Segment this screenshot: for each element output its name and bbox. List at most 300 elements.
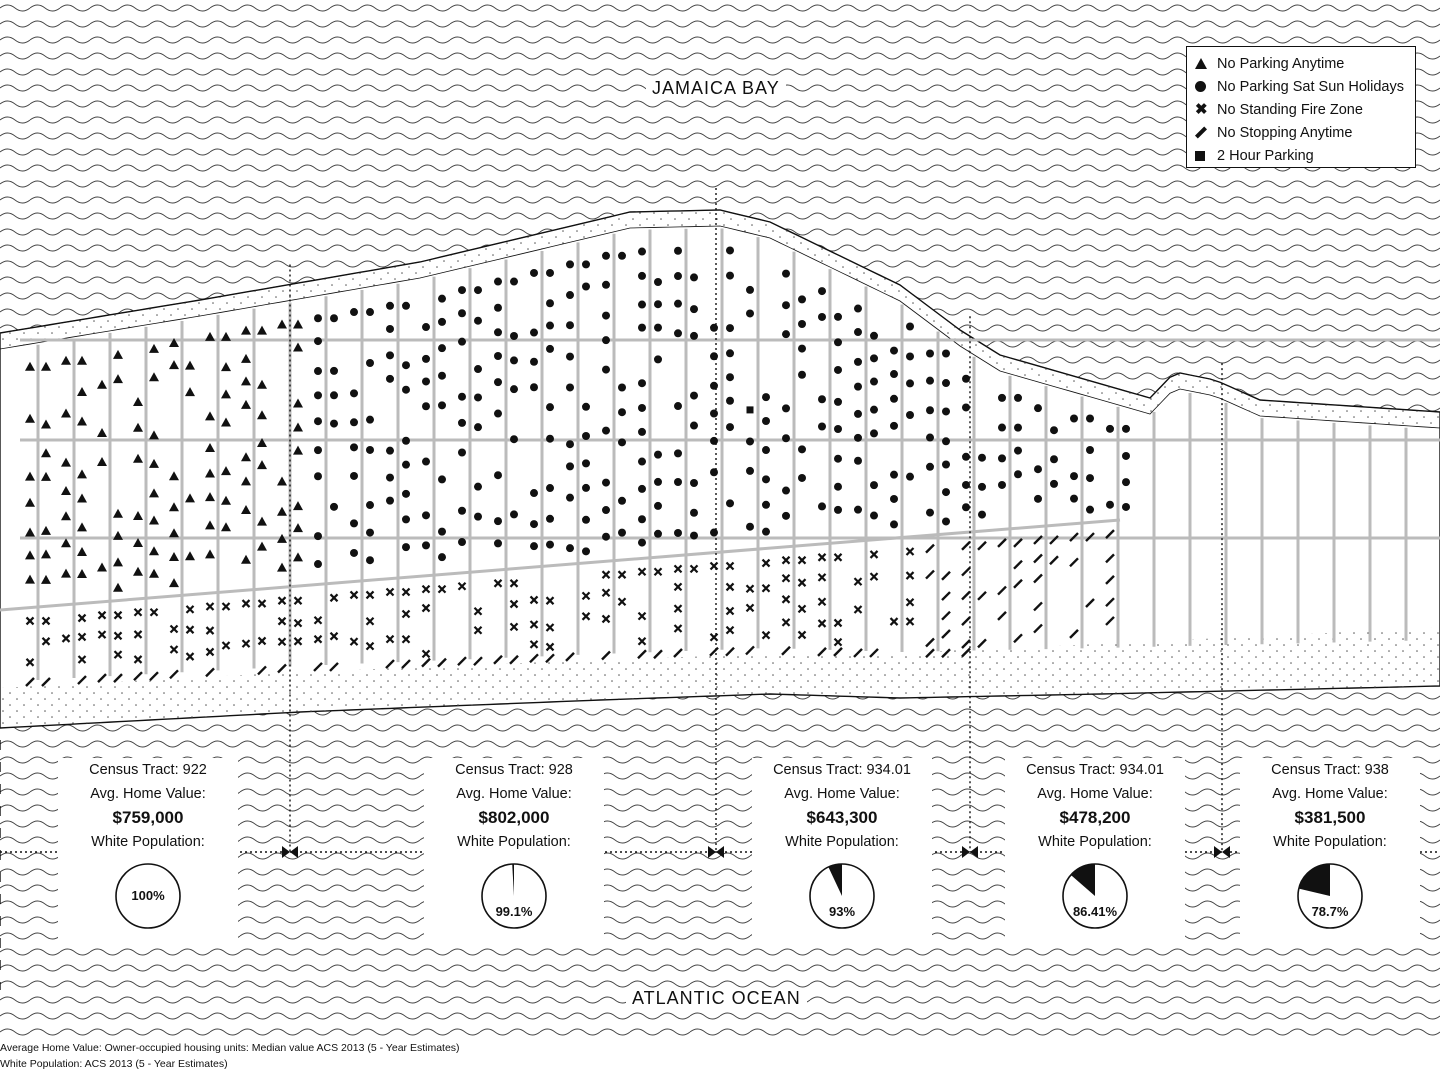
home-value-label: Avg. Home Value: <box>1272 786 1388 802</box>
no-parking-sat-sun-marker <box>1086 474 1094 482</box>
no-parking-sat-sun-marker <box>726 423 734 431</box>
no-parking-sat-sun-marker <box>510 385 518 393</box>
no-parking-sat-sun-marker <box>438 318 446 326</box>
no-parking-sat-sun-marker <box>998 481 1006 489</box>
no-parking-sat-sun-marker <box>314 417 322 425</box>
no-parking-sat-sun-marker <box>402 302 410 310</box>
no-parking-sat-sun-marker <box>330 391 338 399</box>
no-parking-sat-sun-marker <box>746 286 754 294</box>
no-parking-sat-sun-marker <box>926 463 934 471</box>
no-parking-sat-sun-marker <box>422 323 430 331</box>
no-parking-sat-sun-marker <box>962 375 970 383</box>
legend-item-no-parking-anytime <box>1195 52 1407 75</box>
no-parking-sat-sun-marker <box>366 359 374 367</box>
no-parking-sat-sun-marker <box>458 338 466 346</box>
no-parking-sat-sun-marker <box>870 429 878 437</box>
no-parking-sat-sun-marker <box>458 419 466 427</box>
legend-item-no-parking-sat-sun <box>1195 75 1407 98</box>
no-parking-sat-sun-marker <box>710 382 718 390</box>
no-parking-sat-sun-marker <box>782 270 790 278</box>
no-parking-sat-sun-marker <box>890 520 898 528</box>
home-value: $802,000 <box>478 808 550 827</box>
white-population-percent: 78.7% <box>1311 904 1349 919</box>
square-icon <box>1195 151 1205 161</box>
no-parking-sat-sun-marker <box>654 451 662 459</box>
no-parking-sat-sun-marker <box>638 428 646 436</box>
no-parking-sat-sun-marker <box>1050 480 1058 488</box>
no-parking-sat-sun-marker <box>474 317 482 325</box>
no-parking-sat-sun-marker <box>942 461 950 469</box>
no-parking-sat-sun-marker <box>386 351 394 359</box>
no-parking-sat-sun-marker <box>494 378 502 386</box>
no-parking-sat-sun-marker <box>582 459 590 467</box>
no-parking-sat-sun-marker <box>906 473 914 481</box>
footnote-white-population: White Population: ACS 2013 (5 - Year Estimates) <box>0 1058 228 1070</box>
no-parking-sat-sun-marker <box>818 422 826 430</box>
no-parking-sat-sun-marker <box>474 483 482 491</box>
no-parking-sat-sun-marker <box>674 329 682 337</box>
white-population-pie <box>474 856 554 936</box>
no-parking-sat-sun-marker <box>710 437 718 445</box>
no-parking-sat-sun-marker <box>366 529 374 537</box>
no-parking-sat-sun-marker <box>998 394 1006 402</box>
no-parking-sat-sun-marker <box>350 549 358 557</box>
no-parking-sat-sun-marker <box>422 458 430 466</box>
no-parking-sat-sun-marker <box>438 344 446 352</box>
no-parking-sat-sun-marker <box>494 278 502 286</box>
no-parking-sat-sun-marker <box>818 502 826 510</box>
no-parking-sat-sun-marker <box>638 379 646 387</box>
tract-title: Census Tract: 928 <box>455 762 573 778</box>
no-parking-sat-sun-marker <box>962 453 970 461</box>
white-population-percent: 100% <box>131 888 165 903</box>
triangle-icon <box>1195 58 1207 69</box>
no-parking-sat-sun-marker <box>314 391 322 399</box>
no-parking-sat-sun-marker <box>1070 495 1078 503</box>
home-value: $643,300 <box>806 808 878 827</box>
tract-card-934-01-b <box>1005 758 1185 946</box>
no-parking-sat-sun-marker <box>762 417 770 425</box>
white-population-label: White Population: <box>1038 834 1152 850</box>
no-parking-sat-sun-marker <box>1070 415 1078 423</box>
no-parking-sat-sun-marker <box>906 411 914 419</box>
slash-icon <box>1195 126 1207 138</box>
no-parking-sat-sun-marker <box>1122 425 1130 433</box>
no-parking-sat-sun-marker <box>942 379 950 387</box>
no-parking-sat-sun-marker <box>1050 455 1058 463</box>
home-value-label: Avg. Home Value: <box>456 786 572 802</box>
no-parking-sat-sun-marker <box>530 542 538 550</box>
no-parking-sat-sun-marker <box>494 410 502 418</box>
no-parking-sat-sun-marker <box>1034 495 1042 503</box>
no-parking-sat-sun-marker <box>546 322 554 330</box>
no-parking-sat-sun-marker <box>798 320 806 328</box>
no-parking-sat-sun-marker <box>1122 478 1130 486</box>
no-parking-sat-sun-marker <box>762 393 770 401</box>
no-parking-sat-sun-marker <box>1014 447 1022 455</box>
legend-item-2-hour-parking <box>1195 144 1407 167</box>
tract-title: Census Tract: 922 <box>89 762 207 778</box>
no-parking-sat-sun-marker <box>602 252 610 260</box>
no-parking-sat-sun-marker <box>1122 452 1130 460</box>
no-parking-sat-sun-marker <box>638 324 646 332</box>
no-parking-sat-sun-marker <box>510 356 518 364</box>
no-parking-sat-sun-marker <box>710 468 718 476</box>
home-value: $759,000 <box>112 808 184 827</box>
no-parking-sat-sun-marker <box>602 427 610 435</box>
home-value: $478,200 <box>1059 808 1131 827</box>
no-parking-sat-sun-marker <box>618 252 626 260</box>
no-parking-sat-sun-marker <box>710 324 718 332</box>
no-parking-sat-sun-marker <box>618 529 626 537</box>
home-value-label: Avg. Home Value: <box>784 786 900 802</box>
no-parking-sat-sun-marker <box>582 516 590 524</box>
no-parking-sat-sun-marker <box>422 541 430 549</box>
no-parking-sat-sun-marker <box>566 544 574 552</box>
no-parking-sat-sun-marker <box>402 386 410 394</box>
no-parking-sat-sun-marker <box>582 282 590 290</box>
no-parking-sat-sun-marker <box>422 511 430 519</box>
no-parking-sat-sun-marker <box>1014 470 1022 478</box>
no-parking-sat-sun-marker <box>618 438 626 446</box>
no-parking-sat-sun-marker <box>926 406 934 414</box>
no-parking-sat-sun-marker <box>602 281 610 289</box>
no-parking-sat-sun-marker <box>890 347 898 355</box>
no-parking-sat-sun-marker <box>654 278 662 286</box>
no-parking-sat-sun-marker <box>566 321 574 329</box>
no-parking-sat-sun-marker <box>798 371 806 379</box>
no-parking-sat-sun-marker <box>782 330 790 338</box>
no-parking-sat-sun-marker <box>350 418 358 426</box>
no-parking-sat-sun-marker <box>566 383 574 391</box>
no-parking-sat-sun-marker <box>366 308 374 316</box>
no-parking-sat-sun-marker <box>566 462 574 470</box>
no-parking-sat-sun-marker <box>870 512 878 520</box>
no-parking-sat-sun-marker <box>438 553 446 561</box>
no-parking-sat-sun-marker <box>1014 424 1022 432</box>
no-parking-sat-sun-marker <box>654 478 662 486</box>
no-parking-sat-sun-marker <box>438 401 446 409</box>
no-parking-sat-sun-marker <box>582 484 590 492</box>
no-parking-sat-sun-marker <box>602 336 610 344</box>
no-parking-sat-sun-marker <box>386 302 394 310</box>
no-parking-sat-sun-marker <box>510 278 518 286</box>
tract-card-922 <box>58 758 238 946</box>
legend-label: 2 Hour Parking <box>1217 147 1314 164</box>
no-parking-sat-sun-marker <box>926 434 934 442</box>
no-parking-sat-sun-marker <box>314 446 322 454</box>
no-parking-sat-sun-marker <box>690 479 698 487</box>
no-parking-sat-sun-marker <box>458 309 466 317</box>
no-parking-sat-sun-marker <box>834 338 842 346</box>
no-parking-sat-sun-marker <box>474 513 482 521</box>
no-parking-sat-sun-marker <box>834 398 842 406</box>
no-parking-sat-sun-marker <box>746 309 754 317</box>
no-parking-sat-sun-marker <box>890 395 898 403</box>
no-parking-sat-sun-marker <box>906 323 914 331</box>
no-parking-sat-sun-marker <box>782 487 790 495</box>
no-parking-sat-sun-marker <box>366 416 374 424</box>
no-parking-sat-sun-marker <box>314 560 322 568</box>
white-population-label: White Population: <box>91 834 205 850</box>
no-parking-sat-sun-marker <box>638 515 646 523</box>
no-parking-sat-sun-marker <box>494 328 502 336</box>
no-parking-sat-sun-marker <box>530 489 538 497</box>
no-parking-sat-sun-marker <box>726 272 734 280</box>
no-parking-sat-sun-marker <box>690 305 698 313</box>
tract-card-928 <box>424 758 604 946</box>
no-parking-sat-sun-marker <box>710 409 718 417</box>
no-parking-sat-sun-marker <box>350 308 358 316</box>
no-parking-sat-sun-marker <box>798 295 806 303</box>
no-parking-sat-sun-marker <box>854 457 862 465</box>
jamaica-bay-label: JAMAICA BAY <box>646 78 786 99</box>
no-parking-sat-sun-marker <box>386 497 394 505</box>
no-parking-sat-sun-marker <box>602 312 610 320</box>
no-parking-sat-sun-marker <box>782 301 790 309</box>
no-parking-sat-sun-marker <box>818 395 826 403</box>
no-parking-sat-sun-marker <box>890 422 898 430</box>
no-parking-sat-sun-marker <box>1086 446 1094 454</box>
no-parking-sat-sun-marker <box>854 383 862 391</box>
white-population-label: White Population: <box>457 834 571 850</box>
no-parking-sat-sun-marker <box>602 479 610 487</box>
no-parking-sat-sun-marker <box>890 495 898 503</box>
no-parking-sat-sun-marker <box>926 509 934 517</box>
white-population-percent: 99.1% <box>495 904 533 919</box>
no-parking-sat-sun-marker <box>942 407 950 415</box>
no-parking-sat-sun-marker <box>638 539 646 547</box>
tract-card-938 <box>1240 758 1420 946</box>
no-parking-sat-sun-marker <box>1086 506 1094 514</box>
no-parking-sat-sun-marker <box>474 393 482 401</box>
no-parking-sat-sun-marker <box>1050 426 1058 434</box>
no-parking-sat-sun-marker <box>654 324 662 332</box>
no-parking-sat-sun-marker <box>798 445 806 453</box>
no-parking-sat-sun-marker <box>870 378 878 386</box>
no-parking-sat-sun-marker <box>854 358 862 366</box>
no-parking-sat-sun-marker <box>494 304 502 312</box>
no-parking-sat-sun-marker <box>962 503 970 511</box>
no-parking-sat-sun-marker <box>638 272 646 280</box>
no-parking-sat-sun-marker <box>566 291 574 299</box>
no-parking-sat-sun-marker <box>314 472 322 480</box>
no-parking-sat-sun-marker <box>314 314 322 322</box>
no-parking-sat-sun-marker <box>458 393 466 401</box>
no-parking-sat-sun-marker <box>386 474 394 482</box>
no-parking-sat-sun-marker <box>1070 472 1078 480</box>
no-parking-sat-sun-marker <box>726 373 734 381</box>
no-parking-sat-sun-marker <box>438 295 446 303</box>
no-parking-sat-sun-marker <box>546 515 554 523</box>
no-parking-sat-sun-marker <box>710 352 718 360</box>
no-parking-sat-sun-marker <box>978 511 986 519</box>
two-hour-parking-marker <box>747 406 754 413</box>
no-parking-sat-sun-marker <box>798 474 806 482</box>
no-parking-sat-sun-marker <box>798 345 806 353</box>
no-parking-sat-sun-marker <box>834 455 842 463</box>
no-parking-sat-sun-marker <box>474 365 482 373</box>
no-parking-sat-sun-marker <box>366 501 374 509</box>
no-parking-sat-sun-marker <box>330 420 338 428</box>
footnote-home-value: Average Home Value: Owner-occupied housing units: Median value ACS 2013 (5 - Year Estimates) <box>0 1042 460 1054</box>
no-parking-sat-sun-marker <box>314 367 322 375</box>
no-parking-sat-sun-marker <box>690 422 698 430</box>
no-parking-sat-sun-marker <box>782 404 790 412</box>
no-parking-sat-sun-marker <box>762 528 770 536</box>
no-parking-sat-sun-marker <box>546 484 554 492</box>
no-parking-sat-sun-marker <box>510 332 518 340</box>
no-parking-sat-sun-marker <box>834 506 842 514</box>
no-parking-sat-sun-marker <box>566 260 574 268</box>
no-parking-sat-sun-marker <box>618 408 626 416</box>
no-parking-sat-sun-marker <box>438 528 446 536</box>
no-parking-sat-sun-marker <box>422 402 430 410</box>
no-parking-sat-sun-marker <box>854 506 862 514</box>
no-parking-sat-sun-marker <box>494 517 502 525</box>
legend-label: No Parking Sat Sun Holidays <box>1217 78 1404 95</box>
no-parking-sat-sun-marker <box>530 358 538 366</box>
home-value: $381,500 <box>1294 808 1366 827</box>
no-parking-sat-sun-marker <box>654 502 662 510</box>
tract-title: Census Tract: 934.01 <box>773 762 911 778</box>
tract-title: Census Tract: 934.01 <box>1026 762 1164 778</box>
no-parking-sat-sun-marker <box>782 434 790 442</box>
white-population-pie <box>1055 856 1135 936</box>
no-parking-sat-sun-marker <box>330 503 338 511</box>
no-parking-sat-sun-marker <box>998 424 1006 432</box>
no-parking-sat-sun-marker <box>818 287 826 295</box>
no-parking-sat-sun-marker <box>746 437 754 445</box>
no-parking-sat-sun-marker <box>1086 415 1094 423</box>
no-parking-sat-sun-marker <box>438 372 446 380</box>
legend-item-no-stopping-anytime <box>1195 121 1407 144</box>
no-parking-sat-sun-marker <box>1106 501 1114 509</box>
no-parking-sat-sun-marker <box>674 300 682 308</box>
no-parking-sat-sun-marker <box>978 483 986 491</box>
no-parking-sat-sun-marker <box>870 406 878 414</box>
no-parking-sat-sun-marker <box>474 286 482 294</box>
no-parking-sat-sun-marker <box>618 384 626 392</box>
no-parking-sat-sun-marker <box>402 490 410 498</box>
no-parking-sat-sun-marker <box>762 475 770 483</box>
no-parking-sat-sun-marker <box>762 446 770 454</box>
no-parking-sat-sun-marker <box>510 435 518 443</box>
no-parking-sat-sun-marker <box>674 478 682 486</box>
no-parking-sat-sun-marker <box>746 523 754 531</box>
no-parking-sat-sun-marker <box>458 538 466 546</box>
no-parking-sat-sun-marker <box>854 305 862 313</box>
no-parking-sat-sun-marker <box>654 355 662 363</box>
no-parking-sat-sun-marker <box>906 352 914 360</box>
no-parking-sat-sun-marker <box>690 273 698 281</box>
atlantic-ocean-label: ATLANTIC OCEAN <box>626 988 807 1009</box>
no-parking-sat-sun-marker <box>690 532 698 540</box>
no-parking-sat-sun-marker <box>1014 394 1022 402</box>
no-parking-sat-sun-marker <box>494 539 502 547</box>
no-parking-sat-sun-marker <box>494 352 502 360</box>
white-population-label: White Population: <box>1273 834 1387 850</box>
no-parking-sat-sun-marker <box>402 461 410 469</box>
no-parking-sat-sun-marker <box>726 499 734 507</box>
no-parking-sat-sun-marker <box>834 366 842 374</box>
no-parking-sat-sun-marker <box>530 269 538 277</box>
no-parking-sat-sun-marker <box>602 366 610 374</box>
no-parking-sat-sun-marker <box>582 547 590 555</box>
no-parking-sat-sun-marker <box>674 529 682 537</box>
no-parking-sat-sun-marker <box>366 556 374 564</box>
no-parking-sat-sun-marker <box>962 481 970 489</box>
no-parking-sat-sun-marker <box>746 467 754 475</box>
no-parking-sat-sun-marker <box>350 519 358 527</box>
no-parking-sat-sun-marker <box>674 449 682 457</box>
no-parking-sat-sun-marker <box>654 300 662 308</box>
no-parking-sat-sun-marker <box>350 443 358 451</box>
no-parking-sat-sun-marker <box>566 440 574 448</box>
no-parking-sat-sun-marker <box>402 437 410 445</box>
tract-card-934-01-a <box>752 758 932 946</box>
no-parking-sat-sun-marker <box>402 361 410 369</box>
no-parking-sat-sun-marker <box>546 403 554 411</box>
no-parking-sat-sun-marker <box>638 485 646 493</box>
legend-item-no-standing-fire-zone <box>1195 98 1407 121</box>
legend-label: No Parking Anytime <box>1217 55 1345 72</box>
no-parking-sat-sun-marker <box>386 447 394 455</box>
no-parking-sat-sun-marker <box>870 354 878 362</box>
no-parking-sat-sun-marker <box>654 530 662 538</box>
no-parking-sat-sun-marker <box>854 434 862 442</box>
no-parking-sat-sun-marker <box>314 337 322 345</box>
white-population-percent: 93% <box>828 904 856 919</box>
no-parking-sat-sun-marker <box>546 345 554 353</box>
no-parking-sat-sun-marker <box>530 520 538 528</box>
white-population-percent: 86.41% <box>1072 904 1118 919</box>
no-parking-sat-sun-marker <box>834 483 842 491</box>
no-parking-sat-sun-marker <box>890 471 898 479</box>
no-parking-sat-sun-marker <box>690 332 698 340</box>
no-parking-sat-sun-marker <box>582 260 590 268</box>
no-parking-sat-sun-marker <box>402 515 410 523</box>
x-icon: ✖ <box>1195 101 1208 118</box>
no-parking-sat-sun-marker <box>458 286 466 294</box>
no-parking-sat-sun-marker <box>834 425 842 433</box>
no-parking-sat-sun-marker <box>422 355 430 363</box>
legend <box>1186 46 1416 168</box>
no-parking-sat-sun-marker <box>314 532 322 540</box>
no-parking-sat-sun-marker <box>366 446 374 454</box>
no-parking-sat-sun-marker <box>782 512 790 520</box>
no-parking-sat-sun-marker <box>330 367 338 375</box>
no-parking-sat-sun-marker <box>1034 404 1042 412</box>
no-parking-sat-sun-marker <box>618 497 626 505</box>
no-parking-sat-sun-marker <box>638 248 646 256</box>
no-parking-sat-sun-marker <box>474 423 482 431</box>
no-parking-sat-sun-marker <box>726 397 734 405</box>
no-parking-sat-sun-marker <box>350 389 358 397</box>
no-parking-sat-sun-marker <box>458 507 466 515</box>
white-population-pie <box>802 856 882 936</box>
no-parking-sat-sun-marker <box>926 377 934 385</box>
no-parking-sat-sun-marker <box>458 449 466 457</box>
no-parking-sat-sun-marker <box>962 403 970 411</box>
no-parking-sat-sun-marker <box>582 432 590 440</box>
no-parking-sat-sun-marker <box>602 506 610 514</box>
no-parking-sat-sun-marker <box>674 272 682 280</box>
dot-icon <box>1195 81 1206 92</box>
no-parking-sat-sun-marker <box>870 481 878 489</box>
no-parking-sat-sun-marker <box>854 410 862 418</box>
no-parking-sat-sun-marker <box>674 247 682 255</box>
